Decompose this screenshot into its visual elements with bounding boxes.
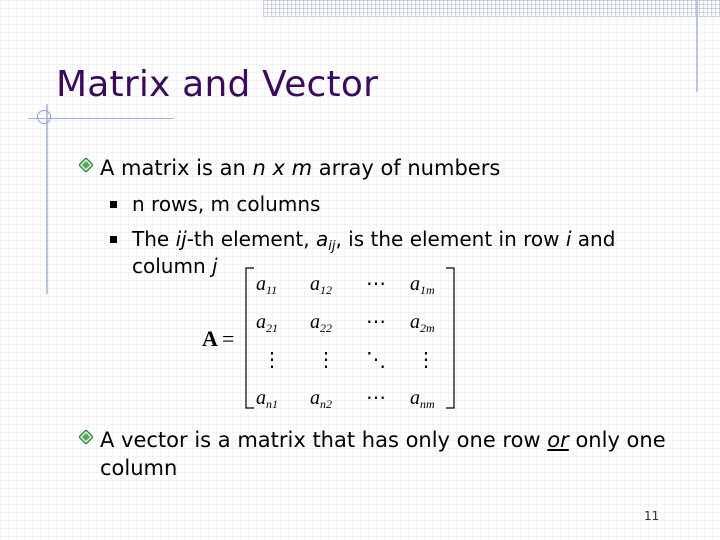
square-bullet-icon — [110, 201, 117, 208]
b1-n: n — [252, 156, 266, 180]
matrix-cell: $a_{11}$ — [256, 273, 278, 297]
matrix-cell: $a_{2m}$ — [410, 311, 435, 335]
matrix-cell: $a_{12}$ — [310, 273, 332, 297]
square-bullet-icon — [110, 236, 117, 243]
matrix-right-bracket — [446, 268, 454, 408]
b1-x: x — [265, 156, 292, 180]
sub2-comma: , — [335, 227, 342, 251]
page-number: 11 — [644, 509, 660, 523]
diamond-bullet-icon — [79, 430, 93, 444]
sub2-a: a — [315, 227, 329, 251]
sub2-mid: -th element, — [186, 227, 316, 251]
bullet-vector-definition-line2: column — [100, 456, 178, 480]
sub2-line2-pre: column — [132, 254, 212, 278]
matrix-equals: = — [222, 326, 235, 351]
sub2-line2-j: j — [211, 254, 218, 278]
matrix-cell: $a_{n2}$ — [310, 387, 332, 411]
b2-post: only one — [568, 428, 666, 452]
slide-title: Matrix and Vector — [56, 64, 379, 105]
matrix-left-bracket — [246, 268, 254, 408]
sub2-i: i — [565, 227, 572, 251]
matrix-cell: $a_{22}$ — [310, 311, 332, 335]
matrix-equation — [198, 262, 468, 414]
diamond-bullet-icon — [79, 158, 93, 172]
matrix-cell: $a_{n1}$ — [256, 387, 278, 411]
sub2-and: and — [571, 227, 616, 251]
sub2-pre: The — [132, 227, 176, 251]
matrix-cell: $a_{nm}$ — [410, 387, 435, 411]
b2-pre: A vector is a matrix that has only one row — [100, 428, 548, 452]
bullet-vector-definition — [100, 426, 666, 454]
sub2-ij-sub: ij — [328, 239, 336, 254]
right-decor-line — [696, 0, 698, 92]
matrix-cell: ⋯ — [366, 387, 386, 409]
b1-post: array of numbers — [312, 156, 501, 180]
matrix-cell: ⋮ — [416, 349, 436, 371]
matrix-cell: $a_{1m}$ — [410, 273, 435, 297]
matrix-cell: ⋯ — [366, 311, 386, 333]
bullet-matrix-definition — [100, 154, 500, 182]
matrix-cell: ⋮ — [262, 349, 282, 371]
b2-or: or — [547, 428, 569, 452]
crosshair-icon — [37, 110, 51, 124]
sub2-post: is the element in row — [341, 227, 566, 251]
matrix-cell: ⋯ — [366, 273, 386, 295]
left-decor-line — [46, 104, 48, 294]
b1-m: m — [291, 156, 313, 180]
sub2-ij: ij — [175, 227, 187, 251]
top-decor-band — [263, 0, 720, 17]
matrix-cell: ⋱ — [366, 349, 386, 371]
matrix-label: A — [202, 326, 218, 351]
matrix-cell: ⋮ — [316, 349, 336, 371]
matrix-cell: $a_{21}$ — [256, 311, 278, 335]
sub-bullet-rows-columns: n rows, m columns — [132, 192, 321, 216]
b1-pre: A matrix is an — [100, 156, 253, 180]
